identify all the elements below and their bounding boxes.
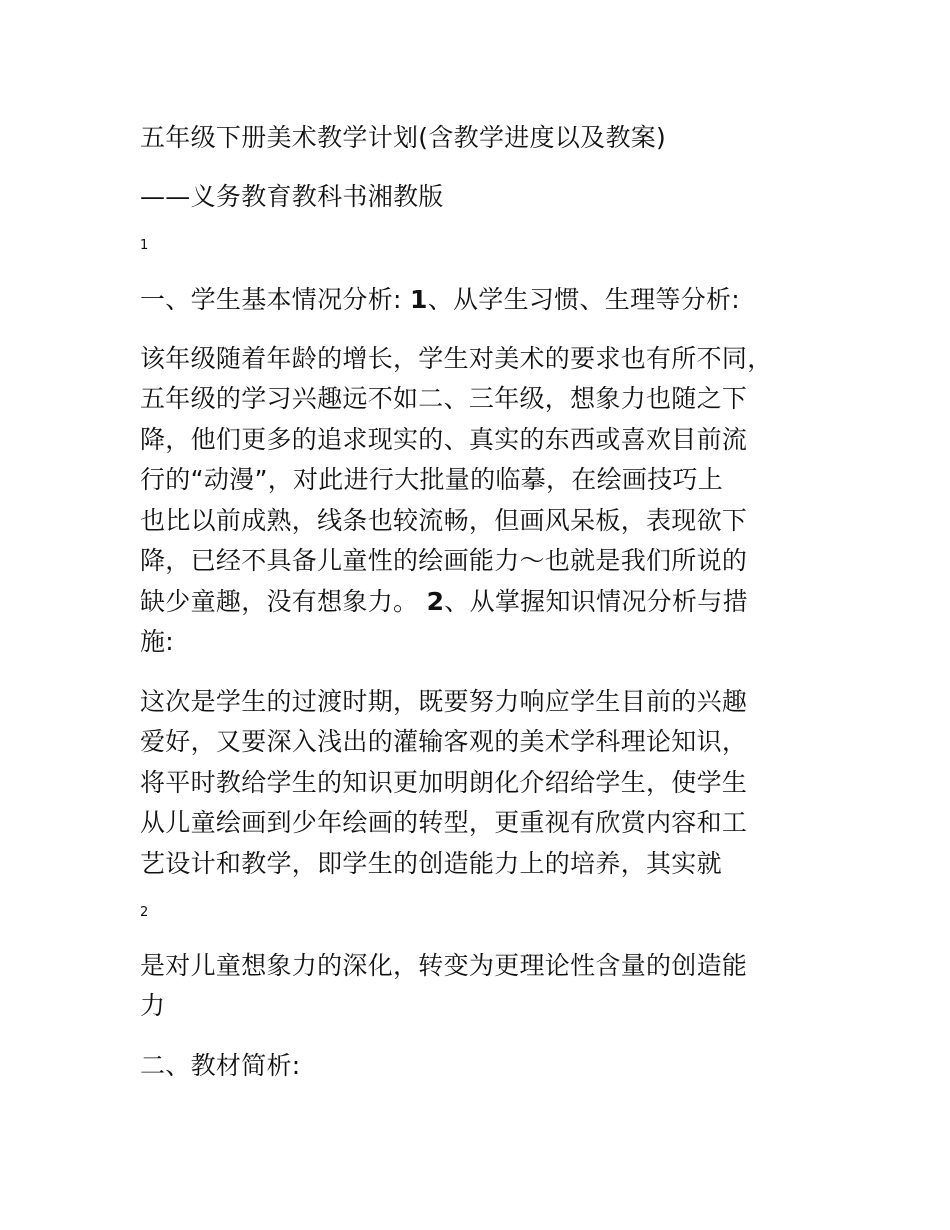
page-marker-2: 2	[140, 905, 149, 920]
paragraph1-line-6: 降，已经不具备儿童性的绘画能力～也就是我们所说的	[140, 546, 748, 575]
page-marker-1: 1	[140, 238, 149, 253]
paragraph2-line-5: 艺设计和教学，即学生的创造能力上的培养，其实就	[140, 849, 722, 878]
paragraph1-line-7-part-a: 缺少童趣，没有想象力。	[140, 587, 427, 616]
paragraph2-line-1: 这次是学生的过渡时期，既要努力响应学生目前的兴趣	[140, 687, 748, 716]
paragraph3-line-1: 是对儿童想象力的深化，转变为更理论性含量的创造能	[140, 951, 748, 980]
paragraph1-line-2: 五年级的学习兴趣远不如二、三年级，想象力也随之下	[140, 384, 748, 413]
paragraph3-line-2: 力	[140, 991, 166, 1020]
section1-heading	[140, 280, 740, 320]
paragraph1-line-5: 也比以前成熟，线条也较流畅，但画风呆板，表现欲下	[140, 506, 748, 535]
paragraph1-line-1: 该年级随着年龄的增长，学生对美术的要求也有所不同，	[140, 344, 773, 373]
section2-heading: 二、教材简析:	[140, 1051, 301, 1080]
paragraph1-line-7-number: 2	[426, 587, 445, 616]
document-title: 五年级下册美术教学计划(含教学进度以及教案)	[140, 123, 667, 152]
section1-heading-part-a: 一、学生基本情况分析:	[140, 285, 410, 314]
section1-heading-part-b: 、从学生习惯、生理等分析:	[427, 285, 741, 314]
paragraph2-line-4: 从儿童绘画到少年绘画的转型，更重视有欣赏内容和工	[140, 808, 748, 837]
paragraph1-line-7-part-b: 、从掌握知识情况分析与措	[444, 587, 748, 616]
paragraph1-line-4: 行的“动漫”，对此进行大批量的临摹，在绘画技巧上	[140, 465, 724, 494]
paragraph1-line-7	[140, 582, 748, 622]
document-subtitle: ——义务教育教科书湘教版	[140, 182, 444, 211]
section1-heading-number: 1	[409, 285, 428, 314]
paragraph1-line-8: 施:	[140, 627, 175, 656]
paragraph1-line-3: 降，他们更多的追求现实的、真实的东西或喜欢目前流	[140, 425, 748, 454]
paragraph2-line-3: 将平时教给学生的知识更加明朗化介绍给学生，使学生	[140, 768, 748, 797]
paragraph2-line-2: 爱好，又要深入浅出的灌输客观的美术学科理论知识，	[140, 727, 748, 756]
